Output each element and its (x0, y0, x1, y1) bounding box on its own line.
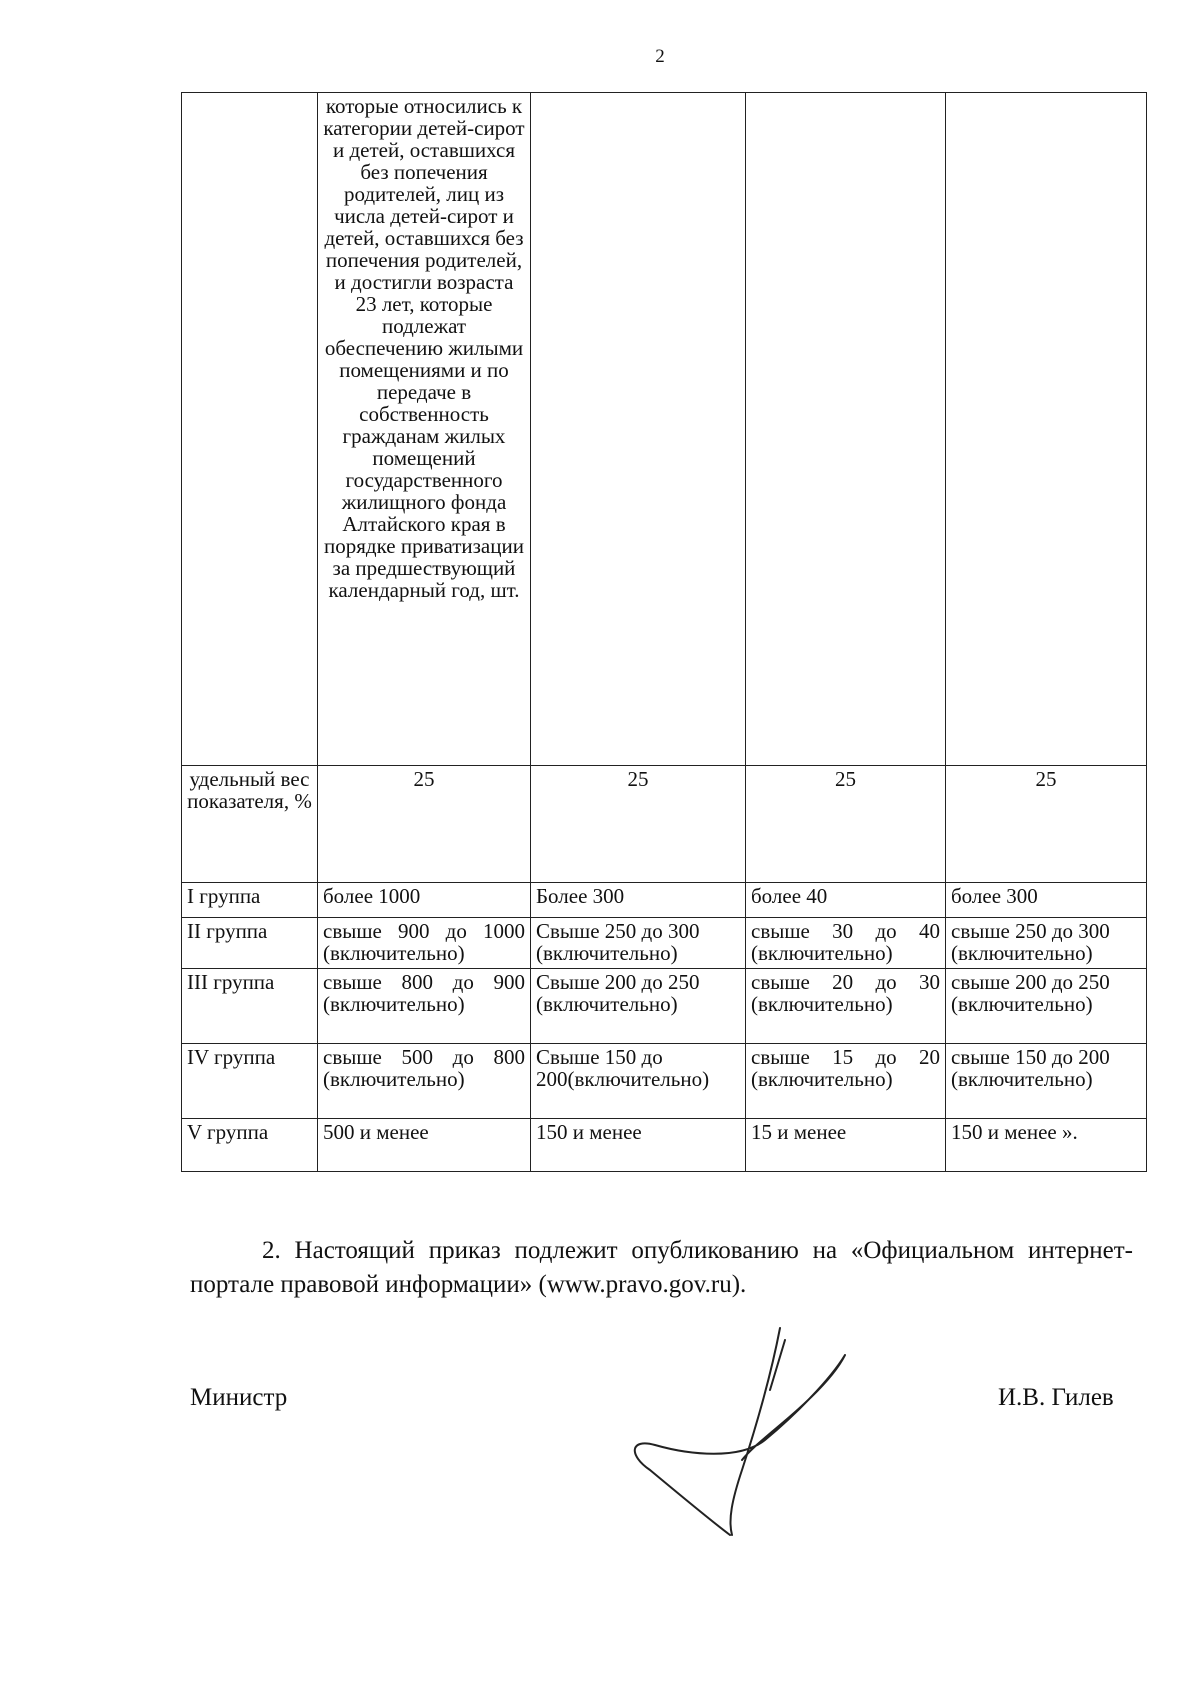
table-cell: свыше 900 до 1000 (включительно) (318, 918, 531, 969)
group-label: II группа (182, 918, 318, 969)
table-cell (182, 93, 318, 766)
table-cell: 15 и менее (746, 1119, 946, 1172)
table-cell: более 1000 (318, 883, 531, 918)
table-cell (531, 93, 746, 766)
table-cell: свыше 15 до 20 (включительно) (746, 1044, 946, 1119)
table-cell: Свыше 200 до 250 (включительно) (531, 969, 746, 1044)
indicator-description: которые относились к категории детей-сирот и детей, оставшихся без попечения родителей, лиц из числа детей-сирот и детей, оставшихся без попечения родителей, и достигли возраста 23 лет, которые подлежат обеспечению жилыми помещениями и по передаче в собственность гражданам жилых помещений государственного жилищного фонда Алтайского края в порядке приватизации за предшествующий календарный год, шт. (318, 93, 531, 766)
table-cell: свыше 800 до 900 (включительно) (318, 969, 531, 1044)
handwritten-signature (620, 1320, 860, 1550)
table-cell: более 40 (746, 883, 946, 918)
weight-value: 25 (318, 766, 531, 883)
table-cell: свыше 200 до 250 (включительно) (946, 969, 1147, 1044)
table-cell: 150 и менее (531, 1119, 746, 1172)
table-row (182, 1119, 1147, 1172)
weight-value: 25 (746, 766, 946, 883)
table-cell: 500 и менее (318, 1119, 531, 1172)
signatory-name: И.В. Гилев (998, 1384, 1114, 1411)
table-cell: более 300 (946, 883, 1147, 918)
signatory-position: Министр (190, 1384, 288, 1411)
table-cell: свыше 150 до 200 (включительно) (946, 1044, 1147, 1119)
table-cell: Свыше 250 до 300 (включительно) (531, 918, 746, 969)
table-row (182, 883, 1147, 918)
table-row (182, 766, 1147, 883)
weight-value: 25 (946, 766, 1147, 883)
group-label: I группа (182, 883, 318, 918)
table-row (182, 918, 1147, 969)
table-cell: свыше 500 до 800 (включительно) (318, 1044, 531, 1119)
table-cell (746, 93, 946, 766)
weight-label: удельный вес показателя, % (182, 766, 318, 883)
table-cell: Более 300 (531, 883, 746, 918)
table-cell (946, 93, 1147, 766)
publication-paragraph: 2. Настоящий приказ подлежит опубликованию на «Официальном интернет-портале правовой информации» (www.pravo.gov.ru). (190, 1237, 1133, 1298)
page-number: 2 (655, 46, 665, 67)
table-cell: 150 и менее ». (946, 1119, 1147, 1172)
table-cell: свыше 20 до 30 (включительно) (746, 969, 946, 1044)
table-row (182, 969, 1147, 1044)
table-cell: Свыше 150 до 200(включительно) (531, 1044, 746, 1119)
group-label: V группа (182, 1119, 318, 1172)
weight-value: 25 (531, 766, 746, 883)
group-label: III группа (182, 969, 318, 1044)
table-cell: свыше 250 до 300 (включительно) (946, 918, 1147, 969)
table-row (182, 1044, 1147, 1119)
table-row (182, 93, 1147, 766)
table-cell: свыше 30 до 40 (включительно) (746, 918, 946, 969)
criteria-table (181, 92, 1147, 1172)
group-label: IV группа (182, 1044, 318, 1119)
